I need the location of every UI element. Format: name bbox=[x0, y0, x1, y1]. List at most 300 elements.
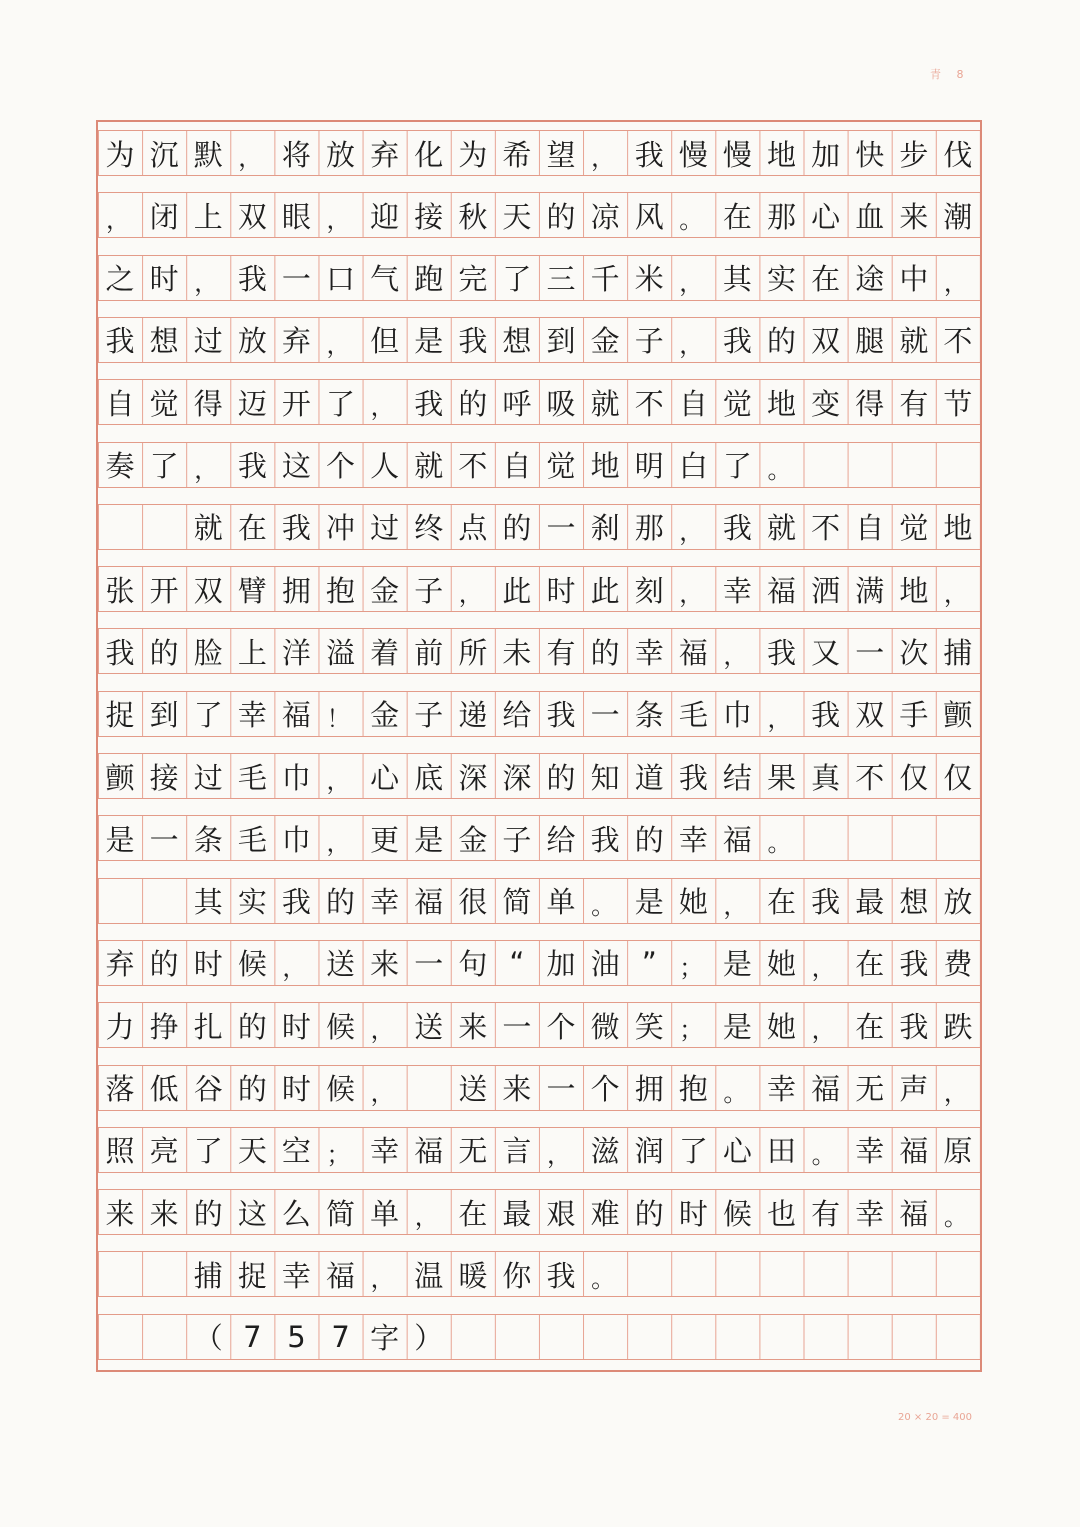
grid-cell: 所 bbox=[458, 635, 488, 670]
grid-cell: 开 bbox=[149, 573, 179, 608]
grid-cell: 是 bbox=[634, 885, 664, 920]
grid-cell: 时 bbox=[193, 947, 223, 982]
grid-cell: 双 bbox=[855, 698, 885, 733]
grid-cell: 捕 bbox=[193, 1258, 223, 1293]
grid-cell: 捕 bbox=[943, 635, 973, 670]
grid-cell: 次 bbox=[899, 635, 929, 670]
grid-cell: 子 bbox=[502, 822, 532, 857]
grid-cell: 力 bbox=[105, 1009, 135, 1044]
grid-cell: 是 bbox=[414, 822, 444, 857]
grid-cell: 快 bbox=[855, 137, 885, 172]
grid-cell: 无 bbox=[458, 1134, 488, 1169]
grid-cell: 个 bbox=[326, 449, 356, 483]
grid-row bbox=[98, 628, 980, 674]
grid-cell: 闭 bbox=[149, 199, 179, 234]
grid-cell: ， bbox=[326, 330, 351, 359]
grid-cell: 毛 bbox=[237, 760, 267, 795]
grid-cell: ， bbox=[723, 642, 748, 671]
grid-cell: 我 bbox=[590, 822, 620, 857]
grid-cell: 血 bbox=[855, 199, 885, 234]
grid-cell: 了 bbox=[193, 1134, 223, 1169]
grid-cell: 口 bbox=[326, 262, 356, 297]
grid-cell: 一 bbox=[546, 1072, 576, 1106]
grid-cell: 之 bbox=[105, 262, 135, 297]
grid-cell: 亮 bbox=[149, 1134, 179, 1169]
grid-cell: ， bbox=[370, 393, 395, 422]
grid-cell: 想 bbox=[899, 885, 929, 920]
grid-cell: 腿 bbox=[855, 324, 885, 359]
grid-cell: 时 bbox=[281, 1072, 311, 1106]
grid-cell: 福 bbox=[414, 885, 444, 920]
grid-cell: 一 bbox=[855, 635, 885, 670]
grid-cell: 幸 bbox=[370, 1134, 400, 1169]
grid-cell: 在 bbox=[767, 885, 797, 920]
grid-cell: 福 bbox=[326, 1258, 356, 1293]
grid-cell: 真 bbox=[811, 760, 841, 795]
grid-cell: 福 bbox=[414, 1134, 444, 1169]
grid-cell: ， bbox=[679, 580, 704, 609]
grid-cell: 我 bbox=[722, 511, 752, 546]
grid-cell: 低 bbox=[149, 1072, 179, 1106]
grid-cell: 节 bbox=[943, 386, 973, 421]
grid-cell: 给 bbox=[546, 822, 576, 857]
grid-cell: 天 bbox=[237, 1134, 267, 1169]
grid-cell: 来 bbox=[899, 199, 929, 234]
grid-row bbox=[98, 1127, 980, 1173]
grid-cell: 其 bbox=[722, 262, 752, 297]
grid-cell: ， bbox=[723, 891, 748, 920]
grid-cell: 这 bbox=[281, 449, 311, 483]
grid-row bbox=[98, 1002, 980, 1048]
grid-cell: 结 bbox=[722, 760, 752, 795]
grid-cell: 我 bbox=[678, 760, 708, 795]
grid-cell: 条 bbox=[634, 698, 664, 733]
grid-cell: 放 bbox=[943, 885, 973, 920]
grid-cell: 有 bbox=[811, 1196, 841, 1231]
grid-cell: ， bbox=[679, 268, 704, 297]
grid-cell: 未 bbox=[502, 635, 532, 670]
grid-cell: 地 bbox=[590, 449, 620, 483]
grid-cell: 明 bbox=[634, 449, 664, 483]
grid-cell: ， bbox=[943, 268, 968, 297]
grid-cell: 字 bbox=[370, 1321, 400, 1356]
grid-row bbox=[98, 255, 980, 301]
grid-cell: 气 bbox=[370, 262, 400, 297]
grid-cell: 心 bbox=[722, 1134, 752, 1169]
grid-cell: 双 bbox=[193, 573, 223, 608]
grid-cell bbox=[142, 1252, 186, 1296]
grid-cell: 是 bbox=[414, 324, 444, 359]
grid-cell: 幸 bbox=[370, 885, 400, 920]
grid-cell: 一 bbox=[281, 262, 311, 297]
grid-cell: 一 bbox=[149, 822, 179, 857]
grid-cell: 在 bbox=[458, 1196, 488, 1231]
grid-row bbox=[98, 317, 980, 363]
grid-cell: 毛 bbox=[678, 698, 708, 733]
grid-cell: 我 bbox=[414, 386, 444, 421]
grid-cell: 弃 bbox=[370, 137, 400, 172]
grid-cell: 不 bbox=[458, 449, 488, 483]
grid-cell: 脸 bbox=[193, 635, 223, 670]
grid-cell: 跑 bbox=[414, 262, 444, 297]
grid-cell: 到 bbox=[149, 698, 179, 733]
grid-cell: ， bbox=[194, 455, 219, 484]
grid-cell: 默 bbox=[193, 137, 223, 172]
grid-cell: 地 bbox=[767, 137, 797, 172]
grid-cell: （ bbox=[193, 1321, 223, 1356]
grid-cell: 条 bbox=[193, 822, 223, 857]
grid-row bbox=[98, 1251, 980, 1297]
grid-cell: 暖 bbox=[458, 1258, 488, 1293]
grid-cell: 此 bbox=[502, 573, 532, 608]
grid-cell: 弃 bbox=[105, 947, 135, 982]
grid-cell: ， bbox=[943, 580, 968, 609]
grid-cell: 空 bbox=[281, 1134, 311, 1169]
grid-cell: 句 bbox=[458, 947, 488, 982]
grid-cell: 了 bbox=[149, 449, 179, 483]
grid-cell: 风 bbox=[634, 199, 664, 234]
grid-cell: 就 bbox=[193, 511, 223, 546]
grid-cell: 我 bbox=[281, 885, 311, 920]
grid-cell bbox=[98, 505, 142, 549]
grid-cell: 的 bbox=[149, 635, 179, 670]
grid-cell: 挣 bbox=[149, 1009, 179, 1044]
grid-cell: 仅 bbox=[943, 760, 973, 795]
grid-cell: 一 bbox=[590, 698, 620, 733]
grid-cell: 实 bbox=[767, 262, 797, 297]
grid-cell: 刹 bbox=[590, 511, 620, 546]
grid-cell: 又 bbox=[811, 635, 841, 670]
grid-cell: ， bbox=[414, 1203, 439, 1232]
grid-cell: ， bbox=[326, 829, 351, 858]
grid-cell: 巾 bbox=[281, 760, 311, 795]
grid-cell: 道 bbox=[634, 760, 664, 795]
grid-cell: ， bbox=[238, 144, 263, 172]
grid-cell: 化 bbox=[414, 137, 444, 172]
grid-cell: 冲 bbox=[326, 511, 356, 546]
grid-cell: 过 bbox=[193, 760, 223, 795]
grid-cell: 那 bbox=[767, 199, 797, 234]
grid-cell: 谷 bbox=[193, 1072, 223, 1106]
grid-cell: 照 bbox=[105, 1134, 135, 1169]
grid-cell: 是 bbox=[105, 822, 135, 857]
grid-cell: 迈 bbox=[237, 386, 267, 421]
grid-cell: 么 bbox=[281, 1196, 311, 1231]
grid-cell: 一 bbox=[546, 511, 576, 546]
grid-cell: 弃 bbox=[281, 324, 311, 359]
grid-cell: 在 bbox=[855, 1009, 885, 1044]
grid-cell: ； bbox=[679, 1016, 704, 1045]
grid-cell: 我 bbox=[634, 137, 664, 172]
grid-cell: 的 bbox=[502, 511, 532, 546]
grid-cell: 拥 bbox=[281, 573, 311, 608]
grid-cell: 笑 bbox=[634, 1009, 664, 1044]
grid-cell: 。 bbox=[591, 891, 616, 920]
grid-cell: 润 bbox=[634, 1134, 664, 1169]
grid-cell: 实 bbox=[237, 885, 267, 920]
grid-cell: 溢 bbox=[326, 635, 356, 670]
grid-cell: 的 bbox=[193, 1196, 223, 1231]
grid-cell: ， bbox=[106, 206, 130, 235]
grid-cell: 想 bbox=[502, 324, 532, 359]
grid-cell: 声 bbox=[899, 1072, 929, 1106]
grid-cell: 地 bbox=[767, 386, 797, 421]
grid-cell: 时 bbox=[149, 262, 179, 297]
grid-cell: 觉 bbox=[899, 511, 929, 546]
grid-cell: 着 bbox=[370, 635, 400, 670]
grid-cell: ， bbox=[370, 1265, 395, 1294]
grid-cell: 幸 bbox=[678, 822, 708, 857]
grid-cell: 那 bbox=[634, 511, 664, 546]
grid-cell: 子 bbox=[634, 324, 664, 359]
grid-cell: 洋 bbox=[281, 635, 311, 670]
grid-cell: 加 bbox=[546, 947, 576, 982]
grid-cell: 前 bbox=[414, 635, 444, 670]
grid-cell: 。 bbox=[767, 455, 792, 484]
grid-cell: 变 bbox=[811, 386, 841, 421]
grid-cell: 希 bbox=[502, 137, 532, 172]
grid-cell: 刻 bbox=[634, 573, 664, 608]
grid-cell: 我 bbox=[767, 635, 797, 670]
grid-cell: ， bbox=[811, 1016, 836, 1045]
grid-cell: 不 bbox=[855, 760, 885, 795]
grid-cell: 慢 bbox=[678, 137, 708, 172]
grid-cell: 送 bbox=[414, 1009, 444, 1044]
grid-cell: 幸 bbox=[237, 698, 267, 733]
grid-cell: 自 bbox=[678, 386, 708, 421]
grid-cell: 子 bbox=[414, 698, 444, 733]
grid-row bbox=[98, 940, 980, 986]
grid-cell: 微 bbox=[590, 1009, 620, 1044]
grid-cell: 毛 bbox=[237, 822, 267, 857]
grid-cell: 的 bbox=[237, 1072, 267, 1106]
grid-row bbox=[98, 192, 980, 238]
grid-row bbox=[98, 878, 980, 924]
grid-cell: ， bbox=[767, 704, 792, 733]
page-number-mark: 青 8 bbox=[930, 68, 970, 81]
grid-cell: 人 bbox=[370, 449, 400, 483]
grid-cell: 不 bbox=[811, 511, 841, 546]
grid-cell: 我 bbox=[811, 885, 841, 920]
grid-row bbox=[98, 379, 980, 425]
grid-cell: 伐 bbox=[943, 137, 973, 172]
grid-cell bbox=[98, 1315, 142, 1359]
grid-cell: 抱 bbox=[678, 1072, 708, 1106]
grid-cell: 秋 bbox=[458, 199, 488, 234]
grid-cell: ， bbox=[326, 767, 351, 795]
writing-grid bbox=[96, 120, 982, 1372]
grid-cell: 潮 bbox=[943, 199, 973, 234]
grid-cell: ； bbox=[326, 1140, 351, 1169]
grid-cell: 为 bbox=[105, 137, 135, 172]
grid-cell: 子 bbox=[414, 573, 444, 608]
grid-cell: 深 bbox=[458, 760, 488, 795]
grid-cell: 候 bbox=[326, 1009, 356, 1044]
grid-cell: 费 bbox=[943, 947, 973, 982]
grid-cell: 福 bbox=[678, 635, 708, 670]
grid-cell: 福 bbox=[722, 822, 752, 857]
grid-cell: 她 bbox=[678, 885, 708, 920]
grid-cell: 是 bbox=[722, 1009, 752, 1044]
grid-cell: 自 bbox=[502, 449, 532, 483]
grid-cell: 原 bbox=[943, 1134, 973, 1169]
grid-cell bbox=[142, 505, 186, 549]
grid-cell: 为 bbox=[458, 137, 488, 172]
grid-cell: 7 bbox=[243, 1319, 262, 1354]
grid-cell: 最 bbox=[855, 885, 885, 920]
grid-cell: 白 bbox=[678, 449, 708, 483]
grid-cell: 不 bbox=[943, 324, 973, 359]
grid-cell: 送 bbox=[458, 1072, 488, 1106]
grid-cell: 幸 bbox=[855, 1134, 885, 1169]
grid-cell: 眼 bbox=[281, 199, 311, 234]
grid-cell: 一 bbox=[414, 947, 444, 982]
grid-cell: 双 bbox=[237, 199, 267, 234]
grid-cell: 了 bbox=[326, 386, 356, 421]
grid-cell: 幸 bbox=[722, 573, 752, 608]
grid-cell: 福 bbox=[281, 698, 311, 733]
grid-cell: ） bbox=[414, 1321, 444, 1356]
grid-cell: 但 bbox=[370, 324, 400, 359]
grid-cell: 了 bbox=[193, 698, 223, 733]
grid-cell: 上 bbox=[237, 635, 267, 670]
grid-cell: 金 bbox=[590, 324, 620, 359]
grid-cell: 满 bbox=[855, 573, 885, 608]
grid-cell bbox=[142, 879, 186, 923]
grid-cell: 千 bbox=[590, 262, 620, 297]
grid-cell: 的 bbox=[634, 822, 664, 857]
grid-cell: 有 bbox=[899, 386, 929, 421]
grid-cell: 得 bbox=[193, 386, 223, 421]
grid-cell: 底 bbox=[414, 760, 444, 795]
grid-cell bbox=[407, 1066, 451, 1110]
grid-cell: 在 bbox=[237, 511, 267, 546]
grid-cell: 5 bbox=[287, 1319, 306, 1354]
grid-cell: 福 bbox=[767, 573, 797, 608]
grid-cell: ， bbox=[458, 580, 483, 609]
grid-cell: 油 bbox=[590, 947, 620, 982]
grid-cell: 我 bbox=[105, 635, 135, 670]
grid-cell: 更 bbox=[370, 822, 400, 857]
grid-cell: 途 bbox=[855, 262, 885, 297]
grid-cell: 奏 bbox=[105, 449, 135, 483]
grid-cell: 滋 bbox=[590, 1134, 620, 1169]
grid-cell: 了 bbox=[722, 449, 752, 483]
grid-cell: 洒 bbox=[811, 573, 841, 608]
grid-cell: 来 bbox=[370, 947, 400, 982]
grid-cell: 递 bbox=[458, 698, 488, 733]
grid-cell bbox=[98, 1252, 142, 1296]
grid-cell: 呼 bbox=[502, 386, 532, 421]
grid-cell: 时 bbox=[546, 573, 576, 608]
grid-cell: 单 bbox=[546, 885, 576, 920]
grid-cell: ， bbox=[547, 1140, 571, 1169]
grid-cell: 艰 bbox=[546, 1196, 576, 1231]
grid-cell: 步 bbox=[899, 137, 929, 172]
grid-cell: 不 bbox=[634, 386, 664, 421]
grid-cell: 心 bbox=[370, 760, 400, 795]
grid-cell: 自 bbox=[855, 511, 885, 546]
grid-cell: 的 bbox=[546, 760, 576, 795]
grid-cell: ， bbox=[679, 330, 704, 359]
grid-cell: ， bbox=[811, 953, 836, 982]
grid-cell: 幸 bbox=[634, 635, 664, 670]
grid-cell: 其 bbox=[193, 885, 223, 920]
grid-cell: 巾 bbox=[281, 822, 311, 857]
grid-cell: 。 bbox=[943, 1203, 968, 1232]
grid-cell: 的 bbox=[546, 199, 576, 234]
grid-cell: 臂 bbox=[237, 573, 267, 608]
grid-cell: 候 bbox=[722, 1196, 752, 1231]
grid-cell: 个 bbox=[546, 1009, 576, 1044]
grid-cell: 。 bbox=[679, 206, 704, 235]
grid-cell: ， bbox=[326, 206, 351, 235]
grid-cell: 候 bbox=[237, 947, 267, 982]
grid-cell: 开 bbox=[281, 386, 311, 421]
grid-cell: 我 bbox=[237, 449, 267, 483]
grid-cell: 跌 bbox=[943, 1009, 973, 1044]
grid-cell: 就 bbox=[899, 324, 929, 359]
grid-cell: 仅 bbox=[899, 760, 929, 795]
grid-cell: 这 bbox=[237, 1196, 267, 1231]
grid-cell: 简 bbox=[326, 1196, 356, 1231]
grid-cell: 望 bbox=[546, 137, 576, 172]
grid-cell: 放 bbox=[326, 137, 356, 172]
grid-cell: 来 bbox=[149, 1196, 179, 1231]
grid-cell: 幸 bbox=[855, 1196, 885, 1231]
grid-cell: 是 bbox=[722, 947, 752, 982]
grid-cell: 言 bbox=[502, 1134, 532, 1169]
grid-cell: 我 bbox=[458, 324, 488, 359]
grid-cell: 此 bbox=[590, 573, 620, 608]
grid-cell: 双 bbox=[811, 324, 841, 359]
grid-cell: 一 bbox=[502, 1009, 532, 1044]
grid-cell bbox=[98, 879, 142, 923]
grid-cell: 福 bbox=[899, 1134, 929, 1169]
grid-cell: 我 bbox=[546, 1258, 576, 1293]
grid-cell: 完 bbox=[458, 262, 488, 297]
grid-cell: 时 bbox=[678, 1196, 708, 1231]
grid-cell: 的 bbox=[237, 1009, 267, 1044]
grid-cell: 我 bbox=[811, 698, 841, 733]
grid-cell: 。 bbox=[767, 829, 792, 858]
grid-cell: 简 bbox=[502, 885, 532, 920]
grid-cell: 她 bbox=[767, 947, 797, 982]
grid-cell: 就 bbox=[767, 511, 797, 546]
grid-cell: 接 bbox=[414, 199, 444, 234]
grid-cell: 加 bbox=[811, 137, 841, 172]
grid-cell: 心 bbox=[811, 199, 841, 234]
grid-cell: 颤 bbox=[943, 698, 973, 733]
grid-cell: 颤 bbox=[105, 760, 135, 795]
grid-cell: 温 bbox=[414, 1258, 444, 1293]
grid-cell: 7 bbox=[331, 1319, 350, 1354]
grid-row bbox=[98, 1314, 980, 1360]
grid-cell: 你 bbox=[502, 1258, 532, 1293]
grid-cell: ， bbox=[679, 517, 704, 546]
grid-cell: “ bbox=[509, 945, 525, 980]
grid-cell: 我 bbox=[546, 698, 576, 733]
grid-cell: 无 bbox=[855, 1072, 885, 1106]
grid-cell: 难 bbox=[590, 1196, 620, 1231]
grid-cell: 就 bbox=[590, 386, 620, 421]
grid-cell: 幸 bbox=[281, 1258, 311, 1293]
grid-cell: 也 bbox=[767, 1196, 797, 1231]
grid-cell: 自 bbox=[105, 386, 135, 421]
grid-cell: 深 bbox=[502, 760, 532, 795]
grid-cell: 的 bbox=[458, 386, 488, 421]
grid-cell: 来 bbox=[458, 1009, 488, 1044]
